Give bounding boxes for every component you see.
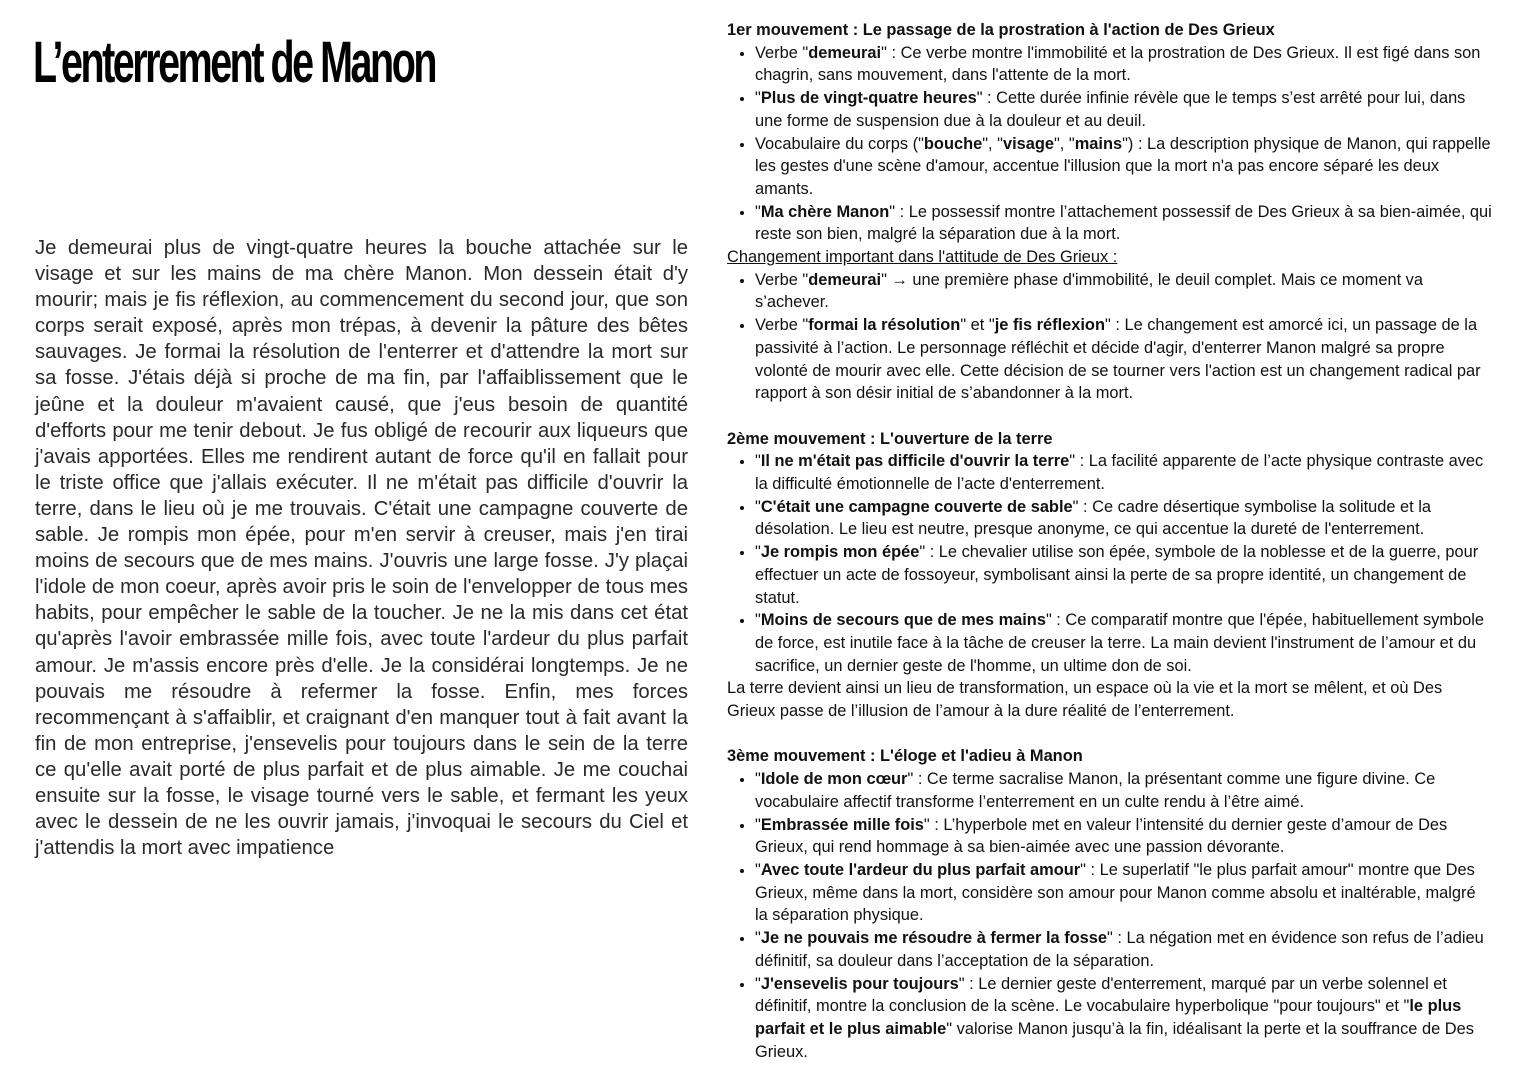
item-text: " : L’hyperbole met en valeur l’intensité du dernier geste d’amour de Des Grieux, qui rend hommage à sa bien-aimée avec une passion dévorante. xyxy=(755,815,1448,857)
item-text: " xyxy=(755,452,761,471)
item-text: " et " xyxy=(960,316,995,335)
analysis-column xyxy=(727,19,1492,1086)
item-text: " : Cette durée infinie révèle que le temps s’est arrêté pour lui, dans une forme de suspension due à la douleur et au deuil. xyxy=(755,89,1466,130)
list-item xyxy=(755,609,1492,677)
list-item xyxy=(755,450,1492,495)
item-text: ", " xyxy=(1053,134,1075,153)
list-item xyxy=(755,973,1492,1064)
quoted-term: formai la résolution xyxy=(808,316,961,335)
item-text: " : Le changement est amorcé ici, un passage de la passivité à l’action. Le personnage réfléchit et décide d'agir, d'enterrer Manon malgré sa propre volonté de mourir avec elle. Cette décision de se tourner vers l'action est un changement radical par rapport à son désir initial de s’abandonner à la mort. xyxy=(755,316,1481,403)
quoted-term: demeurai xyxy=(808,43,882,62)
quoted-term: J'ensevelis pour toujours xyxy=(760,974,959,993)
subheading: Changement important dans l'attitude de Des Grieux : xyxy=(727,248,1118,267)
quoted-term: je fis réflexion xyxy=(994,316,1105,335)
item-text: " → une première phase d'immobilité, le deuil complet. Mais ce moment va s’achever. xyxy=(755,270,1423,312)
list-item xyxy=(755,859,1492,927)
bullet-list xyxy=(727,269,1492,405)
item-text: " : Ce cadre désertique symbolise la solitude et la désolation. Le lieu est neutre, presque anonyme, ce qui accentue la dureté de l'enterrement. xyxy=(755,497,1432,539)
item-text: Verbe " xyxy=(755,316,809,335)
item-text: " : Le dernier geste d'enterrement, marqué par un verbe solennel et définitif, montre la conclusion de la scène. Le vocabulaire hyperbolique "pour toujours" et " xyxy=(755,974,1447,1016)
quoted-term: visage xyxy=(1002,134,1054,153)
quoted-term: Avec toute l'ardeur du plus parfait amour xyxy=(760,860,1081,879)
item-text: " : Le possessif montre l’attachement possessif de Des Grieux à sa bien-aimée, qui reste son bien, malgré la séparation due à la mort. xyxy=(755,202,1492,244)
movement-section xyxy=(727,428,1492,723)
quoted-term: mains xyxy=(1074,134,1123,153)
item-text: " valorise Manon jusqu’à la fin, idéalisant la perte et la souffrance de Des Grieux. xyxy=(755,1019,1474,1061)
list-item xyxy=(755,201,1492,246)
quoted-term: Je rompis mon épée xyxy=(760,543,920,562)
section-heading: 3ème mouvement : L'éloge et l'adieu à Manon xyxy=(727,747,1083,766)
conclusion-text: La terre devient ainsi un lieu de transformation, un espace où la vie et la mort se mêlent, et où Des Grieux passe de l’illusion de l’amour à la dure réalité de l’enterrement. xyxy=(727,679,1443,721)
bullet-list xyxy=(727,42,1492,246)
bullet-list xyxy=(727,768,1492,1063)
item-text: Verbe " xyxy=(755,270,809,289)
item-text: " : Ce terme sacralise Manon, la présentant comme une figure divine. Ce vocabulaire affectif transforme l’enterrement en un culte rendu à l’être aimé. xyxy=(755,770,1436,811)
list-item xyxy=(755,768,1492,813)
list-item xyxy=(755,314,1492,405)
item-text: " xyxy=(755,815,761,834)
item-text: " : La négation met en évidence son refus de l’adieu définitif, sa douleur dans l’acceptation de la séparation. xyxy=(755,929,1484,970)
list-item xyxy=(755,927,1492,972)
item-text: " : Ce verbe montre l'immobilité et la prostration de Des Grieux. Il est figé dans son chagrin, sans mouvement, dans l'attente de la mort. xyxy=(755,43,1481,85)
item-text: " xyxy=(755,611,761,630)
movement-section xyxy=(727,745,1492,1063)
quoted-term: C'était une campagne couverte de sable xyxy=(760,497,1073,516)
quoted-term: Idole de mon cœur xyxy=(760,770,908,789)
quoted-term: Ma chère Manon xyxy=(760,202,890,221)
list-item xyxy=(755,541,1492,609)
section-heading: 2ème mouvement : L'ouverture de la terre xyxy=(727,429,1053,448)
item-text: " : Ce comparatif montre que l'épée, habituellement symbole de force, est inutile face à la tâche de creuser la terre. La main devient l'instrument de l’amour et du sacrifice, un dernier geste de l'homme, un ultime don de soi. xyxy=(755,611,1485,675)
item-text: Vocabulaire du corps (" xyxy=(755,134,924,153)
list-item xyxy=(755,269,1492,314)
list-item xyxy=(755,42,1492,87)
quoted-term: Embrassée mille fois xyxy=(760,815,924,834)
quoted-term: Il ne m'était pas difficile d'ouvrir la terre xyxy=(760,452,1070,471)
item-text: " : La facilité apparente de l’acte physique contraste avec la difficulté émotionnelle de l’acte d'enterrement. xyxy=(755,452,1484,494)
bullet-list xyxy=(727,450,1492,677)
item-text: ") : La description physique de Manon, qui rappelle les gestes d'une scène d'amour, accentue l'illusion que la mort n'a pas encore séparé les deux amants. xyxy=(755,134,1491,198)
item-text: " : Le chevalier utilise son épée, symbole de la noblesse et de la guerre, pour effectuer un acte de fossoyeur, symbolisant ainsi la perte de sa propre identité, un changement de statut. xyxy=(755,543,1479,607)
item-text: " xyxy=(755,974,761,993)
item-text: " xyxy=(755,497,761,516)
quoted-term: le plus parfait et le plus aimable xyxy=(755,997,1462,1038)
quoted-term: demeurai xyxy=(808,270,882,289)
item-text: " xyxy=(755,929,761,948)
item-text: ", " xyxy=(982,134,1003,153)
item-text: Verbe " xyxy=(755,43,809,62)
item-text: " xyxy=(755,202,761,221)
source-passage: Je demeurai plus de vingt-quatre heures la bouche attachée sur le visage et sur les mains de ma chère Manon. Mon dessein était d'y mourir; mais je fis réflexion, au commencement du second jour, que son corps serait exposé, après mon trépas, à devenir la pâture des bêtes sauvages. Je formai la résolution de l'enterrer et d'attendre la mort sur sa fosse. J'étais déjà si proche de ma fin, par l'affaiblissement que le jeûne et la douleur m'avaient causé, que j'eus besoin de quantité d'efforts pour me tenir debout. Je fus obligé de recourir aux liqueurs que j'avais apportées. Elles me rendirent autant de force qu'il en fallait pour le triste office que j'allais exécuter. Il ne m'était pas difficile d'ouvrir la terre, dans le lieu où je me trouvais. C'était une campagne couverte de sable. Je rompis mon épée, pour m'en servir à creuser, mais j'en tirai moins de secours que de mes mains. J'ouvris une large fosse. J'y plaçai l'idole de mon coeur, après avoir pris le soin de l'envelopper de tous mes habits, pour empêcher le sable de la toucher. Je ne la mis dans cet état qu'après l'avoir embrassée mille fois, avec toute l'ardeur du plus parfait amour. Je m'assis encore près d'elle. Je la considérai longtemps. Je ne pouvais me résoudre à refermer la fosse. Enfin, mes forces recommençant à s'affaiblir, et craignant d'en manquer tout à fait avant la fin de mon entreprise, j'ensevelis pour toujours dans le sein de la terre ce qu'elle avait porté de plus parfait et de plus aimable. Je me couchai ensuite sur la fosse, le visage tourné vers le sable, et fermant les yeux avec le dessein de ne les ouvrir jamais, j'invoquai le secours du Ciel et j'attendis la mort avec impatience xyxy=(35,237,688,860)
item-text: " xyxy=(755,860,761,879)
list-item xyxy=(755,814,1492,859)
movement-section xyxy=(727,19,1492,405)
item-text: " xyxy=(755,89,761,108)
list-item xyxy=(755,87,1492,132)
section-heading: 1er mouvement : Le passage de la prostration à l'action de Des Grieux xyxy=(727,21,1275,39)
list-item xyxy=(755,496,1492,541)
quoted-term: Plus de vingt-quatre heures xyxy=(760,89,977,108)
item-text: " : Le superlatif "le plus parfait amour" montre que Des Grieux, même dans la mort, considère son amour pour Manon comme absolu et inaltérable, malgré la séparation physique. xyxy=(755,860,1476,925)
quoted-term: Moins de secours que de mes mains xyxy=(760,611,1046,630)
list-item xyxy=(755,133,1492,201)
quoted-term: bouche xyxy=(923,134,983,153)
item-text: " xyxy=(755,543,761,562)
quoted-term: Je ne pouvais me résoudre à fermer la fosse xyxy=(760,929,1108,948)
page-title: L’enterrement de Manon xyxy=(33,30,435,95)
item-text: " xyxy=(755,770,761,789)
